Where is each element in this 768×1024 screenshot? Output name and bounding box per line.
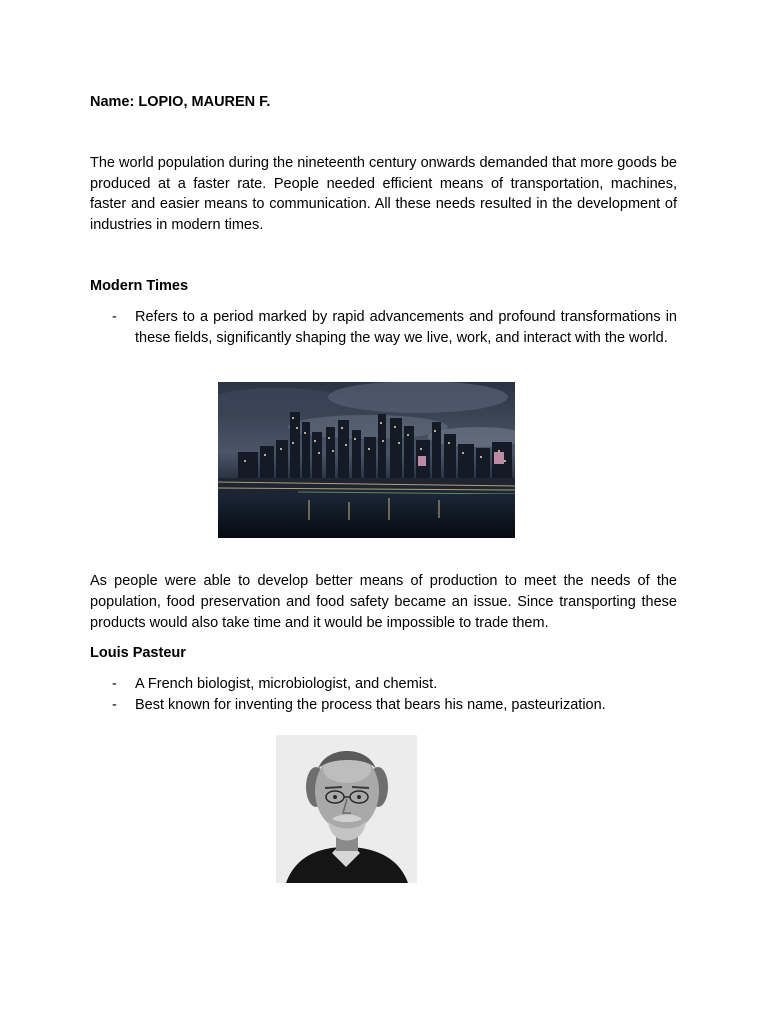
- city-skyline-image: [218, 382, 515, 538]
- bullet-dash: -: [112, 676, 117, 693]
- pasteur-bullets: [90, 674, 677, 715]
- list-item: [90, 674, 677, 695]
- production-paragraph: As people were able to develop better means of production to meet the needs of the population, food preservation and food safety became an issue. Since transporting these products would also take time and it would be impossible to trade them.: [90, 573, 677, 631]
- document-page: [90, 92, 677, 716]
- bullet-text: A French biologist, microbiologist, and chemist.: [135, 676, 438, 693]
- bullet-text: Refers to a period marked by rapid advancements and profound transformations in these fields, significantly shaping the way we live, work, and interact with the world.: [135, 308, 677, 346]
- intro-paragraph: The world population during the nineteenth century onwards demanded that more goods be produced at a faster rate. People needed efficient means of transportation, machines, faster and easier means to communication. All these needs resulted in the development of industries in modern times.: [90, 155, 677, 234]
- bullet-dash: -: [112, 697, 117, 714]
- heading-louis-pasteur: Louis Pasteur: [90, 645, 186, 662]
- list-item: [90, 307, 677, 348]
- heading-modern-times: Modern Times: [90, 277, 189, 294]
- list-item: [90, 695, 677, 716]
- modern-times-bullets: [90, 307, 677, 348]
- student-name: Name: LOPIO, MAUREN F.: [90, 94, 271, 110]
- bullet-dash: -: [112, 308, 117, 325]
- louis-pasteur-portrait: [276, 735, 417, 883]
- bullet-text: Best known for inventing the process that bears his name, pasteurization.: [135, 697, 606, 714]
